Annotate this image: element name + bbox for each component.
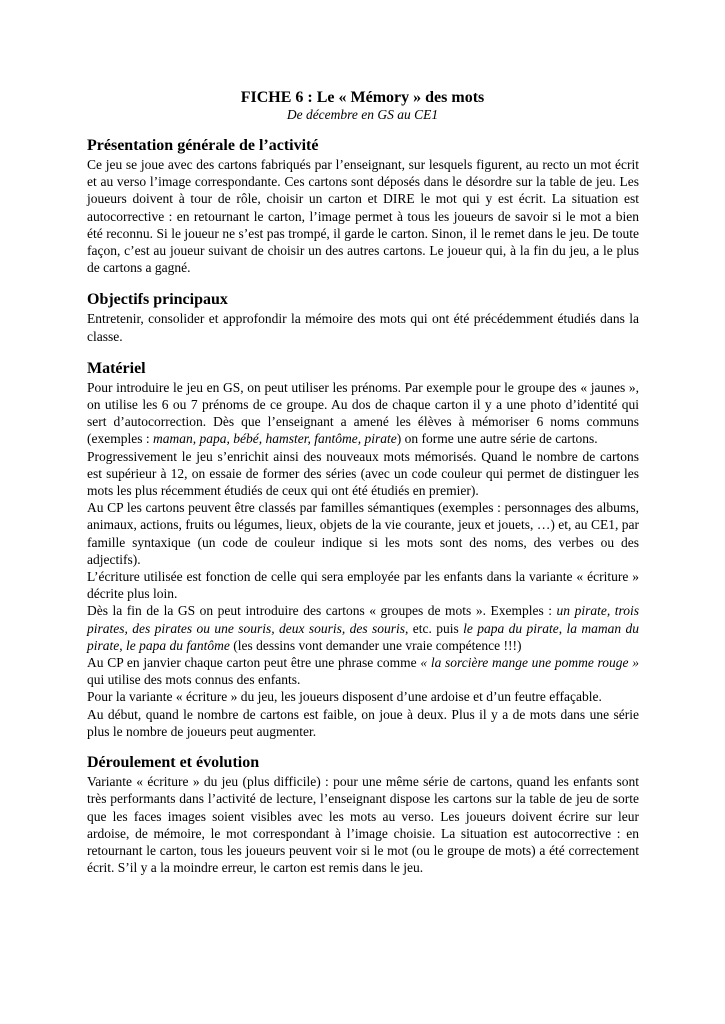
- section-deroulement: [87, 753, 639, 876]
- paragraph: Variante « écriture » du jeu (plus difficile) : pour une même série de cartons, quand les enfants sont très performants dans l’activité de lecture, l’enseignant dispose les cartons sur la table de jeu de sorte que les faces images soient visibles avec les mots au verso. Les joueurs doivent écrire sur leur ardoise, de mémoire, le mot correspondant à l’image choisie. La situation est autocorrective : en retournant le carton, tous les joueurs peuvent voir si le mot (ou le groupe de mots) a été correctement écrit. S’il y a la moindre erreur, le carton est remis dans le jeu.: [87, 774, 639, 876]
- section-heading-deroulement: Déroulement et évolution: [87, 754, 260, 772]
- title-block: [0, 88, 725, 123]
- section-heading-objectifs: Objectifs principaux: [87, 291, 228, 309]
- paragraph: Pour la variante « écriture » du jeu, les joueurs disposent d’une ardoise et d’un feutre effaçable.: [87, 689, 602, 705]
- paragraph: Entretenir, consolider et approfondir la mémoire des mots qui ont été précédemment étudiés dans la classe.: [87, 311, 639, 344]
- paragraph: Dès la fin de la GS on peut introduire des cartons « groupes de mots ». Exemples : un pirate, trois pirates, des pirates ou une souris, deux souris, des souris, etc. puis le papa du pirate, la maman du pirate, le papa du fantôme (les dessins vont demander une vraie compétence !!!): [87, 603, 639, 653]
- paragraph: Au CP les cartons peuvent être classés par familles sémantiques (exemples : personnages des albums, animaux, actions, fruits ou légumes, lieux, objets de la vie courante, jeux et jouets, …) et, au CE1, par famille syntaxique (un code de couleur indique si les mots sont des noms, des verbes ou des adjectifs).: [87, 500, 639, 567]
- paragraph: Pour introduire le jeu en GS, on peut utiliser les prénoms. Par exemple pour le groupe des « jaunes », on utilise les 6 ou 7 prénoms de ce groupe. Au dos de chaque carton il y a une photo d’identité qui sert d’autocorrection. Dès que l’enseignant a amené les élèves à mémoriser 6 noms communs (exemples : maman, papa, bébé, hamster, fantôme, pirate) on forme une autre série de cartons.: [87, 379, 639, 447]
- paragraph: Au début, quand le nombre de cartons est faible, on joue à deux. Plus il y a de mots dans une série plus le nombre de joueurs peut augmenter.: [87, 706, 639, 739]
- document-subtitle: De décembre en GS au CE1: [286, 107, 439, 122]
- paragraph: Au CP en janvier chaque carton peut être une phrase comme « la sorcière mange une pomme rouge » qui utilise des mots connus des enfants.: [87, 655, 639, 688]
- paragraph: Progressivement le jeu s’enrichit ainsi des nouveaux mots mémorisés. Quand le nombre de cartons est supérieur à 12, on essaie de former des séries (avec un code couleur qui permet de distinguer les mots les plus récemment étudiés de ceux qui ont été étudiés en premier).: [87, 448, 639, 499]
- section-materiel: [87, 359, 639, 740]
- document-title: FICHE 6 : Le « Mémory » des mots: [240, 89, 485, 106]
- section-objectifs: [87, 290, 639, 344]
- document-body: [87, 136, 639, 876]
- section-heading-presentation: Présentation générale de l’activité: [87, 137, 319, 154]
- section-heading-materiel: Matériel: [87, 359, 146, 377]
- paragraph: Ce jeu se joue avec des cartons fabriqués par l’enseignant, sur lesquels figurent, au recto un mot écrit et au verso l’image correspondante. Ces cartons sont déposés dans le désordre sur la table de jeu. Les joueurs doivent à tour de rôle, choisir un carton et DIRE le mot qui y est écrit. La situation est autocorrective : en retournant le carton, l’image permet à tous les joueurs de savoir si le mot a bien été reconnu. Si le joueur ne s’est pas trompé, il garde le carton. Sinon, il le remet dans le jeu. De toute façon, c’est au joueur suivant de choisir un des autres cartons. Le joueur qui, à la fin du jeu, a le plus de cartons a gagné.: [87, 157, 639, 276]
- paragraph: L’écriture utilisée est fonction de celle qui sera employée par les enfants dans la variante « écriture » décrite plus loin.: [87, 569, 639, 602]
- section-presentation: [87, 136, 639, 276]
